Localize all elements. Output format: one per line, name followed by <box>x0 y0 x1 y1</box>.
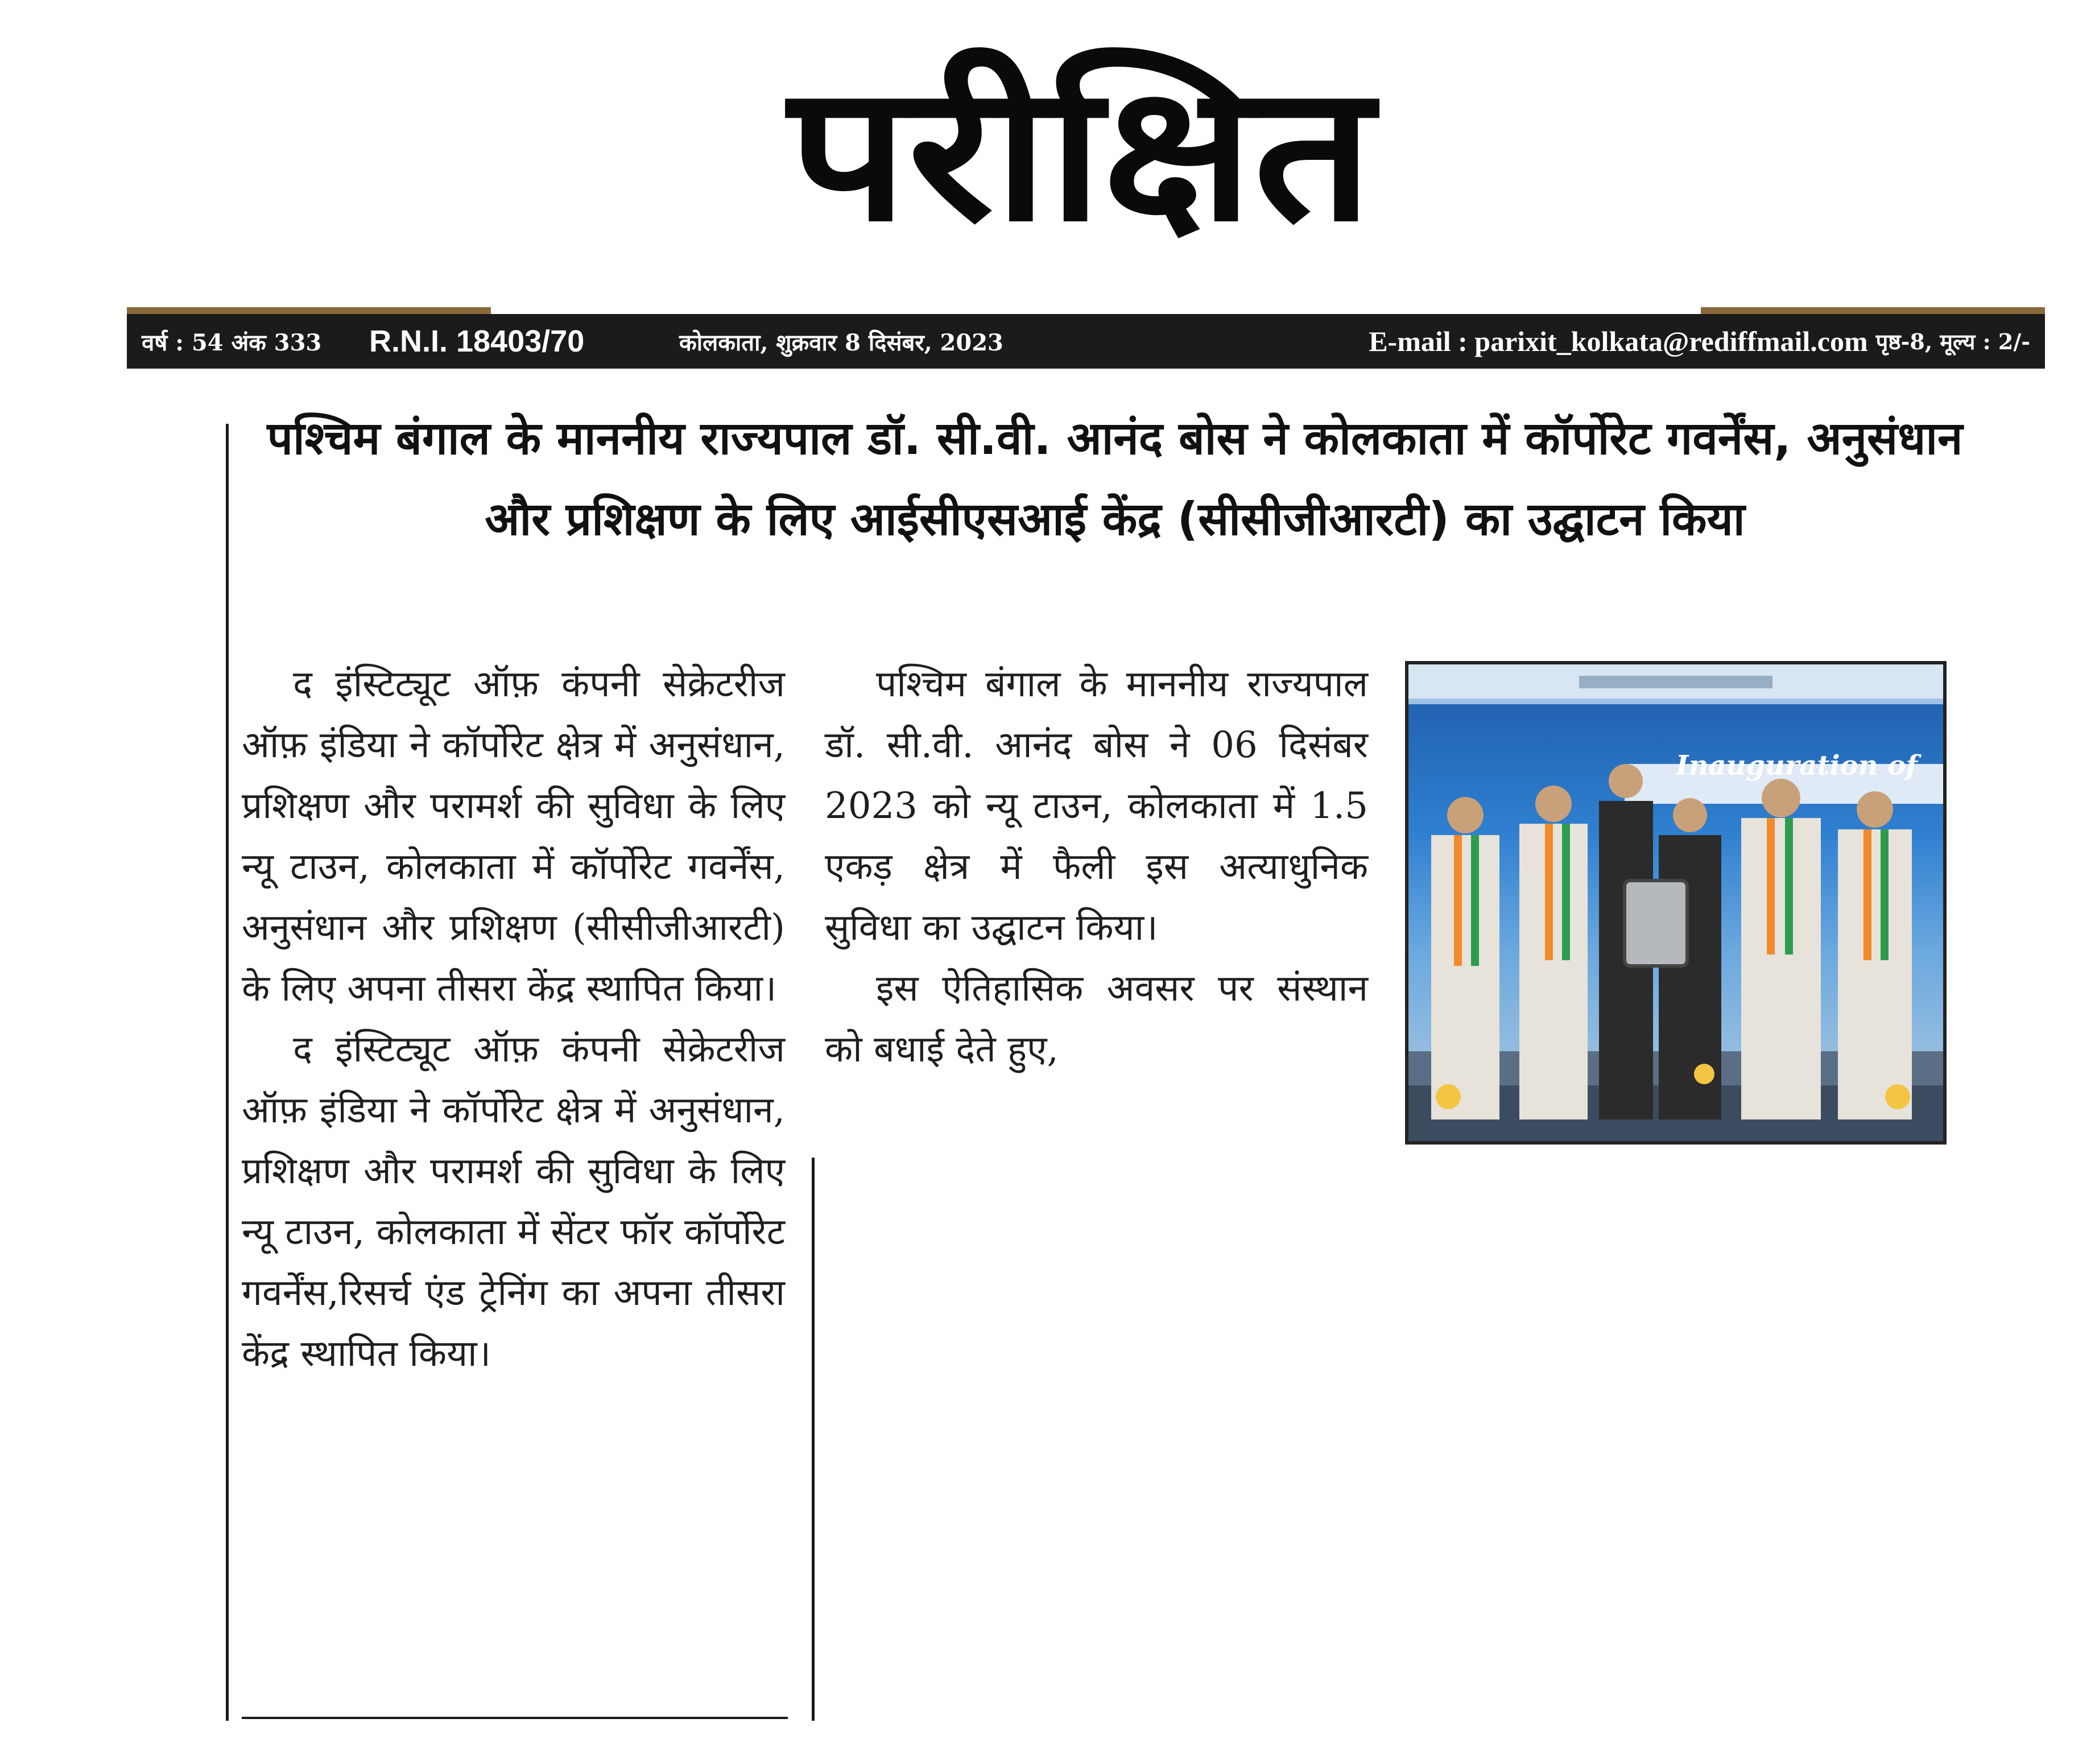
column1-paragraph-2: द इंस्टिट्यूट ऑफ़ कंपनी सेक्रेटरीज ऑफ़ इंडिया ने कॉर्पोरेट क्षेत्र में अनुसंधान, प्रशिक्षण और परामर्श की सुविधा के लिए न्यू टाउन, कोलकाता में सेंटर फॉर कॉर्पोरेट गवर्नेंस,रिसर्च एंड ट्रेनिंग का अपना तीसरा केंद्र स्थापित किया। <box>242 1028 785 1375</box>
issue-number: वर्ष : 54 अंक 333 <box>142 329 322 356</box>
middle-column-rule <box>812 1158 815 1721</box>
newspaper-masthead: परीक्षित <box>788 44 1374 263</box>
column2-paragraph-2: इस ऐतिहासिक अवसर पर संस्थान को बधाई देते हुए, <box>825 968 1368 1071</box>
dateline-bar <box>127 314 2045 369</box>
photo-backdrop-text: Inauguration of <box>1676 750 1918 782</box>
inauguration-photo <box>1405 661 1947 1145</box>
column2-paragraph-1: पश्चिम बंगाल के माननीय राज्यपाल डॉ. सी.वी. आनंद बोस ने 06 दिसंबर 2023 को न्यू टाउन, कोलकाता में 1.5 एकड़ क्षेत्र में फैली इस अत्याधुनिक सुविधा का उद्घाटन किया। <box>825 663 1368 949</box>
place-date: कोलकाता, शुक्रवार 8 दिसंबर, 2023 <box>679 329 1003 356</box>
page-price: पृष्ठ-8, मूल्य : 2/- <box>1875 329 2030 354</box>
article-column-2 <box>825 654 1368 1080</box>
rni-number: R.N.I. 18403/70 <box>369 324 585 358</box>
article-headline: पश्चिम बंगाल के माननीय राज्यपाल डॉ. सी.वी. आनंद बोस ने कोलकाता में कॉर्पोरेट गवर्नेंस, अनुसंधान और प्रशिक्षण के लिए आईसीएसआई केंद्र (सीसीजीआरटी) का उद्घाटन किया <box>267 412 1963 546</box>
inauguration-photo-illustration <box>1408 664 1943 1141</box>
left-column-rule <box>226 424 229 1721</box>
article-column-1 <box>242 654 785 1385</box>
bottom-rule <box>242 1717 788 1719</box>
contact-email: E-mail : parixit_kolkata@rediffmail.com <box>1369 325 1868 357</box>
column1-paragraph-1: द इंस्टिट्यूट ऑफ़ कंपनी सेक्रेटरीज ऑफ़ इंडिया ने कॉर्पोरेट क्षेत्र में अनुसंधान, प्रशिक्षण और परामर्श की सुविधा के लिए न्यू टाउन, कोलकाता में कॉर्पोरेट गवर्नेंस, अनुसंधान और प्रशिक्षण (सीसीजीआरटी) के लिए अपना तीसरा केंद्र स्थापित किया। <box>242 663 785 1010</box>
